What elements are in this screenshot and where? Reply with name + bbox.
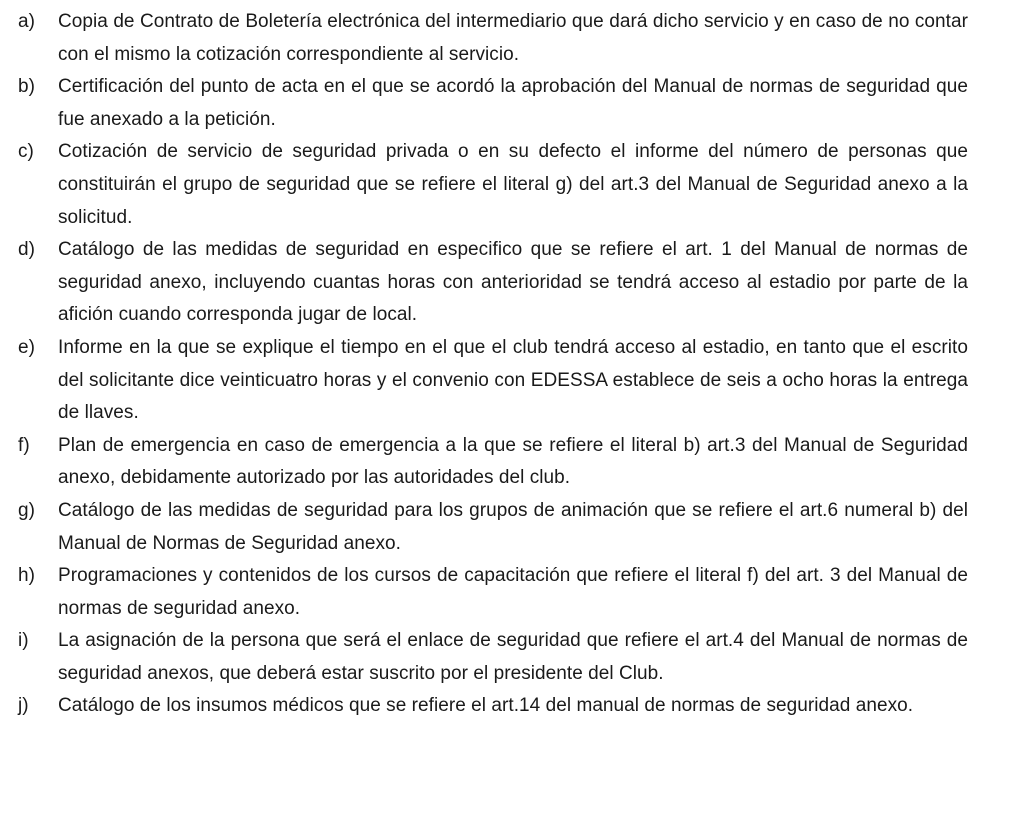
item-marker: h): [18, 565, 35, 587]
item-text: Informe en la que se explique el tiempo en el que el club tendrá acceso al estadio, en tanto que el escrito del solicitante dice veinticuatro horas y el convenio con EDESSA establece de seis a ocho horas la entrega de llaves.: [58, 336, 968, 424]
list-item-d: [16, 234, 968, 332]
item-text: Copia de Contrato de Boletería electrónica del intermediario que dará dicho servicio y en caso de no contar con el mismo la cotización correspondiente al servicio.: [58, 11, 968, 65]
item-text: La asignación de la persona que será el enlace de seguridad que refiere el art.4 del Manual de normas de seguridad anexos, que deberá estar suscrito por el presidente del Club.: [58, 630, 968, 684]
item-text: Plan de emergencia en caso de emergencia a la que se refiere el literal b) art.3 del Manual de Seguridad anexo, debidamente autorizado por las autoridades del club.: [58, 434, 968, 489]
item-marker: i): [18, 630, 29, 652]
list-item-h: [16, 560, 968, 625]
item-text: Programaciones y contenidos de los cursos de capacitación que refiere el literal f) del art. 3 del Manual de normas de seguridad anexo.: [58, 565, 968, 619]
requirements-list: [16, 6, 968, 723]
item-text: Catálogo de las medidas de seguridad para los grupos de animación que se refiere el art.6 numeral b) del Manual de Normas de Seguridad anexo.: [58, 499, 968, 554]
list-item-a: [16, 6, 968, 71]
list-item-e: [16, 332, 968, 430]
item-text: Certificación del punto de acta en el que se acordó la aprobación del Manual de normas de seguridad que fue anexado a la petición.: [58, 76, 968, 130]
item-marker: f): [18, 434, 30, 456]
item-marker: a): [18, 11, 35, 32]
item-marker: g): [18, 499, 35, 521]
item-text: Cotización de servicio de seguridad privada o en su defecto el informe del número de personas que constituirán el grupo de seguridad que se refiere el literal g) del art.3 del Manual de Seguridad anexo a la solicitud.: [58, 141, 968, 228]
list-item-b: [16, 71, 968, 136]
list-item-c: [16, 136, 968, 234]
item-marker: e): [18, 336, 35, 358]
list-item-j: [16, 690, 968, 723]
item-marker: b): [18, 76, 35, 98]
item-marker: c): [18, 141, 34, 163]
item-text: Catálogo de los insumos médicos que se refiere el art.14 del manual de normas de seguridad anexo.: [58, 695, 914, 717]
item-marker: j): [18, 695, 29, 717]
list-item-f: [16, 430, 968, 495]
list-item-g: [16, 495, 968, 560]
item-text: Catálogo de las medidas de seguridad en especifico que se refiere el art. 1 del Manual de normas de seguridad anexo, incluyendo cuantas horas con anterioridad se tendrá acceso al estadio por parte de la afición cuando corresponda jugar de local.: [58, 239, 968, 326]
list-item-i: [16, 625, 968, 690]
item-marker: d): [18, 239, 35, 261]
